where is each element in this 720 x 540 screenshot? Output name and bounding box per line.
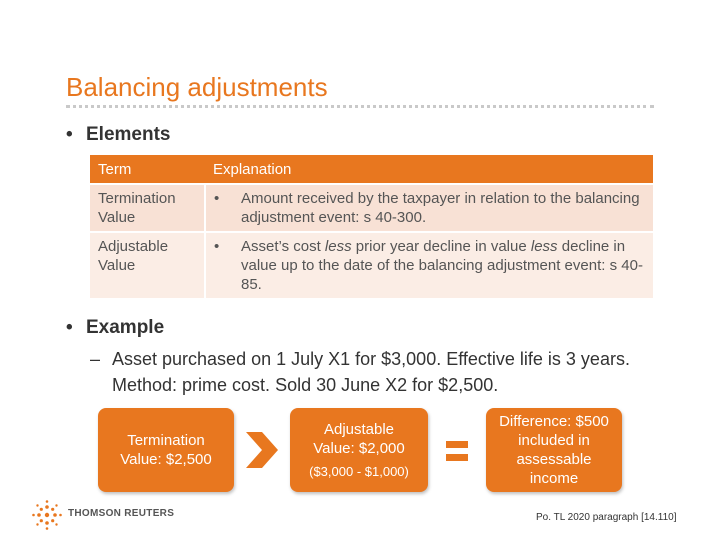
explanation-part: prior year decline in value <box>351 238 531 255</box>
table-header-row <box>90 155 653 184</box>
adjustable-value-box <box>290 408 428 492</box>
equals-icon <box>444 438 470 464</box>
difference-text: Difference: $500 included in assessable income <box>499 413 609 487</box>
explanation-part-emphasis: less <box>530 238 558 255</box>
row-bullet: • <box>214 238 220 255</box>
explanation-part: decline in value up to the date of the balancing adjustment event: s 40-85. <box>241 238 643 293</box>
slide-title: Balancing adjustments <box>66 72 328 102</box>
dash-bullet: – <box>90 349 101 369</box>
difference-box <box>486 408 622 492</box>
bullet-dot: • <box>66 317 73 338</box>
table-row <box>90 232 653 299</box>
term-cell: Termination Value <box>90 184 205 232</box>
bullet-example <box>66 317 164 339</box>
explanation-cell <box>205 232 653 299</box>
bullet-example-label: Example <box>86 317 165 338</box>
header-explanation: Explanation <box>205 155 653 184</box>
reference-text: Po. TL 2020 paragraph [14.110] <box>536 512 677 523</box>
elements-table <box>90 155 653 300</box>
explanation-part-emphasis: less <box>324 238 352 255</box>
explanation-text <box>241 237 645 294</box>
bullet-elements <box>66 124 170 146</box>
title-divider <box>66 105 654 108</box>
adjustable-value-text: Adjustable Value: $2,000 <box>313 420 405 457</box>
chevron-right-icon <box>246 432 278 468</box>
example-text <box>90 346 670 398</box>
header-term: Term <box>90 155 205 184</box>
table-row <box>90 184 653 232</box>
explanation-text: Amount received by the taxpayer in relation to the balancing adjustment event: s 40-300. <box>241 190 640 226</box>
term-cell: Adjustable Value <box>90 232 205 299</box>
adjustable-value-calc: ($3,000 - $1,000) <box>309 463 409 479</box>
bullet-dot: • <box>66 124 73 145</box>
thomson-reuters-logo-icon <box>30 500 64 530</box>
explanation-part: Asset’s cost <box>241 238 325 255</box>
termination-value-text: Termination Value: $2,500 <box>120 432 212 468</box>
termination-value-box <box>98 408 234 492</box>
bullet-elements-label: Elements <box>86 124 171 145</box>
example-description: Asset purchased on 1 July X1 for $3,000. Effective life is 3 years. Method: prime cost. Sold 30 June X2 for $2,500. <box>112 349 630 395</box>
explanation-cell <box>205 184 653 232</box>
row-bullet: • <box>214 190 220 207</box>
brand-name: THOMSON REUTERS <box>68 508 175 519</box>
